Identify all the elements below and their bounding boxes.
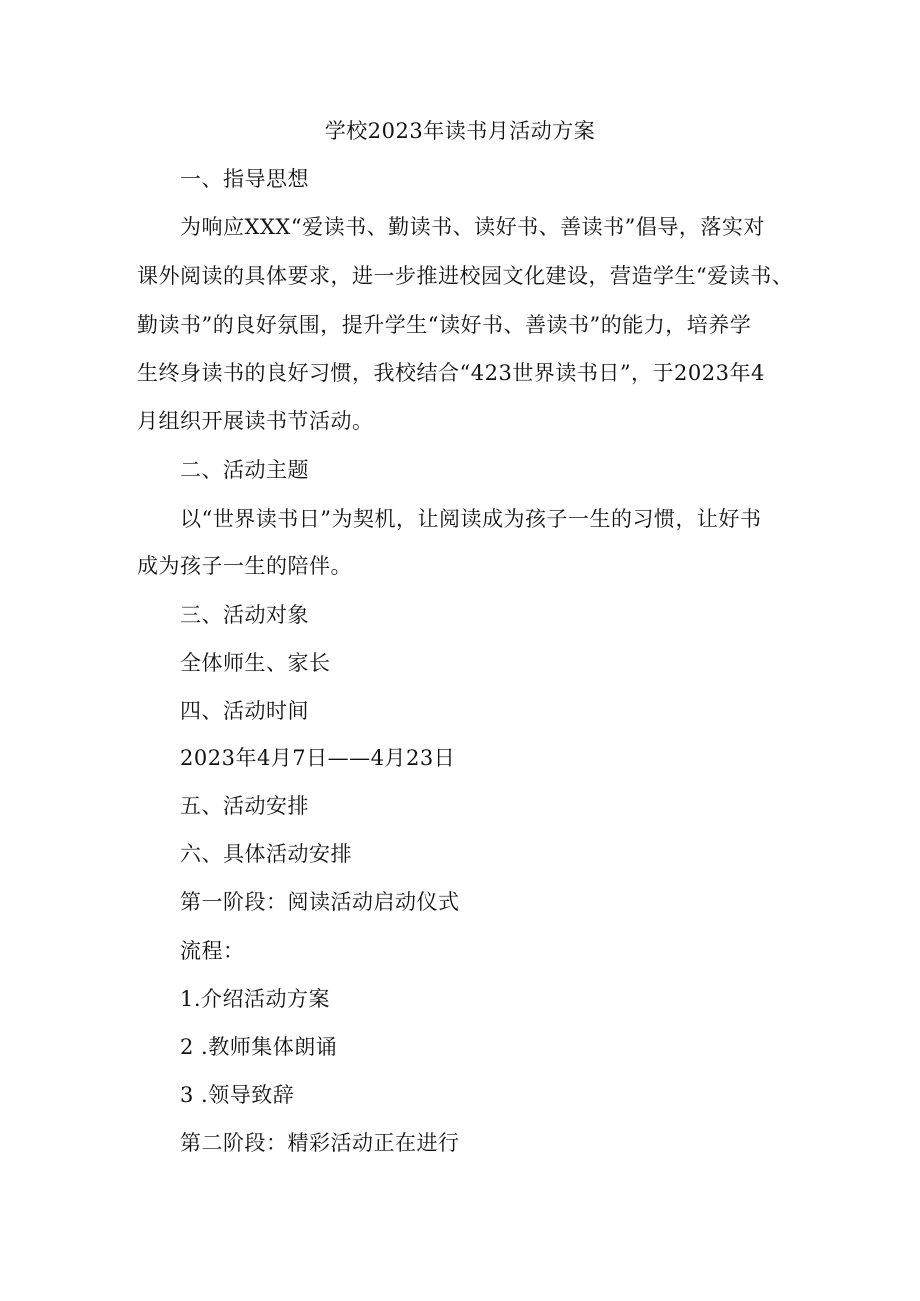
flow-item: 2 .教师集体朗诵: [180, 1035, 338, 1059]
stage-two-title: 第二阶段：精彩活动正在进行: [180, 1131, 460, 1155]
paragraph-line: 勤读书”的良好氛围，提升学生“读好书、善读书”的能力，培养学: [137, 313, 752, 337]
paragraph-line: 月组织开展读书节活动。: [137, 409, 374, 433]
activity-time-text: 2023年4月7日——4月23日: [180, 746, 456, 770]
paragraph-line: 为响应XXX“爱读书、勤读书、读好书、善读书”倡导，落实对: [180, 215, 765, 239]
paragraph-line: 生终身读书的良好习惯，我校结合“423世界读书日”，于2023年4: [137, 361, 765, 385]
activity-target-text: 全体师生、家长: [180, 651, 331, 675]
document-title: 学校2023年读书月活动方案: [324, 119, 596, 143]
section-heading-activity-arrangement: 五、活动安排: [180, 794, 309, 818]
paragraph-line: 以“世界读书日”为契机，让阅读成为孩子一生的习惯，让好书: [180, 507, 762, 531]
paragraph-line: 课外阅读的具体要求，进一步推进校园文化建设，营造学生“爱读书、: [137, 264, 794, 288]
section-heading-guiding-ideology: 一、指导思想: [180, 167, 309, 191]
section-heading-activity-time: 四、活动时间: [180, 699, 309, 723]
flow-item: 1.介绍活动方案: [180, 987, 331, 1011]
section-heading-activity-target: 三、活动对象: [180, 603, 309, 627]
section-heading-activity-theme: 二、活动主题: [180, 458, 309, 482]
stage-one-title: 第一阶段：阅读活动启动仪式: [180, 890, 460, 914]
flow-label: 流程：: [180, 939, 245, 963]
paragraph-line: 成为孩子一生的陪伴。: [137, 554, 352, 578]
flow-item: 3 .领导致辞: [180, 1083, 295, 1107]
section-heading-detailed-arrangement: 六、具体活动安排: [180, 842, 352, 866]
